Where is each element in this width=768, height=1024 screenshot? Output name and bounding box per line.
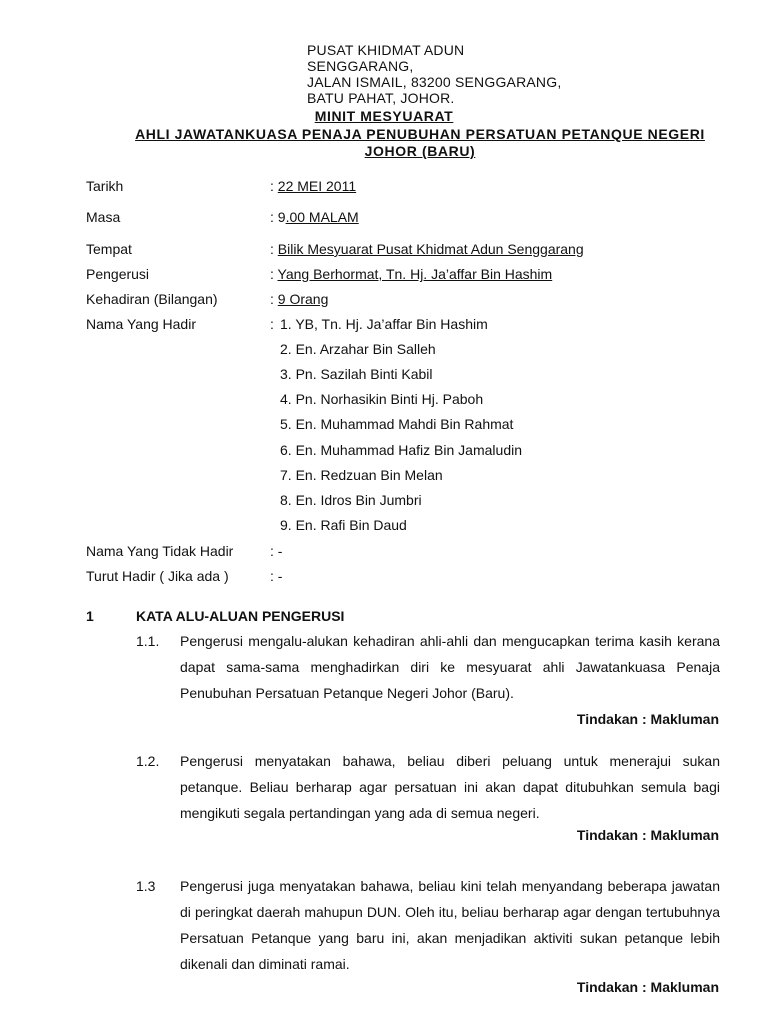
- section-number: 1: [86, 608, 94, 624]
- attendee-item: 1. YB, Tn. Hj. Ja’affar Bin Hashim: [280, 316, 488, 332]
- tempat-label: Tempat: [86, 241, 132, 257]
- tempat-value: : Bilik Mesyuarat Pusat Khidmat Adun Senggarang: [270, 241, 584, 257]
- hadir-separator: :: [270, 316, 274, 332]
- attendee-item: 8. En. Idros Bin Jumbri: [280, 492, 422, 508]
- address-line: BATU PAHAT, JOHOR.: [307, 90, 455, 106]
- tarikh-value: : 22 MEI 2011: [270, 178, 357, 194]
- action-label: Tindakan : Makluman: [576, 979, 719, 995]
- attendee-item: 9. En. Rafi Bin Daud: [280, 517, 407, 533]
- turut-hadir-value: : -: [270, 568, 283, 584]
- address-line: SENGGARANG,: [307, 58, 414, 74]
- address-line: PUSAT KHIDMAT ADUN: [307, 42, 465, 58]
- item-text: Pengerusi juga menyatakan bahawa, beliau kini telah menyandang beberapa jawatan di peringkat daerah mahupun DUN. Oleh itu, beliau berharap agar dengan tertubuhnya Persatuan Petanque yang baru ini, akan menjadikan aktiviti sukan petanque lebih dikenali dan diminati ramai.: [180, 878, 720, 972]
- attendee-item: 3. Pn. Sazilah Binti Kabil: [280, 366, 433, 382]
- masa-value: : 9.00 MALAM: [270, 209, 359, 225]
- document-subtitle-continued: JOHOR (BARU): [364, 143, 476, 159]
- pengerusi-label: Pengerusi: [86, 266, 150, 282]
- attendee-item: 4. Pn. Norhasikin Binti Hj. Paboh: [280, 391, 484, 407]
- pengerusi-value: : Yang Berhormat, Tn. Hj. Ja’affar Bin Hashim: [270, 266, 553, 282]
- masa-label: Masa: [86, 209, 121, 225]
- kehadiran-value: : 9 Orang: [270, 291, 329, 307]
- address-line: JALAN ISMAIL, 83200 SENGGARANG,: [307, 74, 562, 90]
- attendee-item: 5. En. Muhammad Mahdi Bin Rahmat: [280, 416, 514, 432]
- tarikh-label: Tarikh: [86, 178, 124, 194]
- action-label: Tindakan : Makluman: [576, 827, 719, 843]
- attendee-item: 2. En. Arzahar Bin Salleh: [280, 341, 436, 357]
- item-text: Pengerusi mengalu-alukan kehadiran ahli-ahli dan mengucapkan terima kasih kerana dapat sama-sama menghadirkan diri ke mesyuarat ahli Jawatankuasa Penaja Penubuhan Persatuan Petanque Negeri Johor (Baru).: [180, 633, 720, 701]
- item-text: Pengerusi menyatakan bahawa, beliau diberi peluang untuk menerajui sukan petanque. Beliau berharap agar persatuan ini akan dapat ditubuhkan semula bagi mengikuti segala pertandingan yang ada di semua negeri.: [180, 753, 720, 821]
- document-title: MINIT MESYUARAT: [314, 108, 454, 124]
- turut-hadir-label: Turut Hadir ( Jika ada ): [86, 568, 229, 584]
- address-block: [307, 42, 561, 106]
- item-number: 1.3: [136, 878, 156, 894]
- tidak-hadir-value: : -: [270, 543, 283, 559]
- attendee-item: 7. En. Redzuan Bin Melan: [280, 467, 443, 483]
- document-subtitle: AHLI JAWATANKUASA PENAJA PENUBUHAN PERSATUAN PETANQUE NEGERI: [135, 126, 705, 142]
- tidak-hadir-label: Nama Yang Tidak Hadir: [86, 543, 234, 559]
- item-number: 1.2.: [136, 753, 160, 769]
- action-label: Tindakan : Makluman: [576, 711, 719, 727]
- section-title: KATA ALU-ALUAN PENGERUSI: [136, 608, 345, 624]
- item-number: 1.1.: [136, 633, 160, 649]
- kehadiran-label: Kehadiran (Bilangan): [86, 291, 218, 307]
- attendee-item: 6. En. Muhammad Hafiz Bin Jamaludin: [280, 442, 522, 458]
- hadir-label: Nama Yang Hadir: [86, 316, 196, 332]
